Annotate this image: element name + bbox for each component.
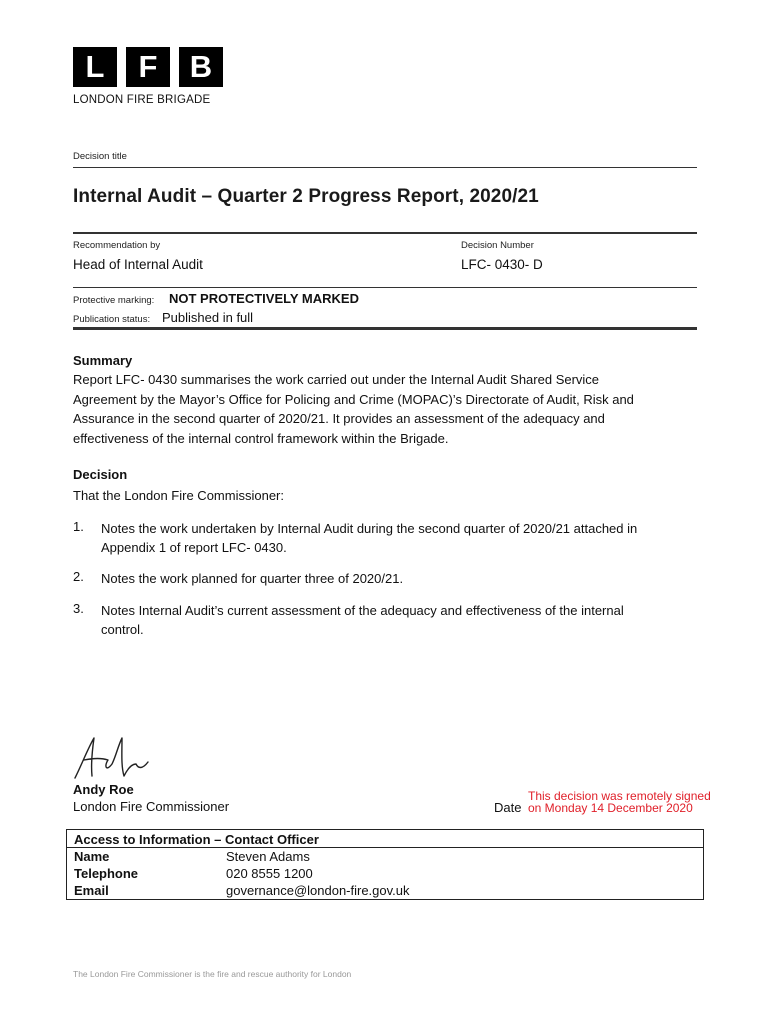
decision-number-value: LFC- 0430- D (461, 257, 543, 272)
decision-item-line: Notes the work planned for quarter three of 2020/21. (101, 571, 404, 586)
decision-item-number: 3. (73, 601, 84, 616)
decision-item-number: 2. (73, 569, 84, 584)
remote-signed-note: This decision was remotely signed (528, 789, 711, 803)
logo-letter-l: L (73, 47, 117, 87)
signatory-role: London Fire Commissioner (73, 799, 230, 814)
decision-intro: That the London Fire Commissioner: (73, 488, 284, 503)
protective-marking-value: NOT PROTECTIVELY MARKED (169, 291, 359, 306)
summary-line: Agreement by the Mayor’s Office for Policing and Crime (MOPAC)’s Directorate of Audit, Risk and (73, 391, 634, 407)
page-title: Internal Audit – Quarter 2 Progress Report, 2020/21 (73, 186, 539, 207)
divider (73, 327, 697, 330)
summary-text (73, 370, 634, 448)
contact-email-value[interactable]: governance@london-fire.gov.uk (226, 883, 410, 898)
divider (73, 167, 697, 168)
recommendation-label: Recommendation by (73, 240, 161, 251)
contact-name-label: Name (74, 849, 110, 864)
decision-item-line: Notes Internal Audit’s current assessment of the adequacy and effectiveness of the internal (101, 603, 624, 618)
recommendation-value: Head of Internal Audit (73, 257, 203, 272)
logo-subtitle: LONDON FIRE BRIGADE (73, 94, 211, 106)
contact-heading: Access to Information – Contact Officer (74, 832, 319, 847)
decision-item-text (101, 601, 691, 639)
contact-name-value: Steven Adams (226, 849, 310, 864)
decision-item-line: control. (101, 622, 144, 637)
signature-image (72, 734, 152, 782)
summary-line: Assurance in the second quarter of 2020/21. It provides an assessment of the adequacy and (73, 411, 605, 426)
signatory-name: Andy Roe (73, 782, 134, 797)
summary-line: effectiveness of the internal control framework within the Brigade. (73, 430, 449, 446)
decision-heading: Decision (73, 467, 128, 482)
decision-item-line: Notes the work undertaken by Internal Audit during the second quarter of 2020/21 attached in (101, 521, 638, 536)
logo-letter-f: F (126, 47, 170, 87)
summary-heading: Summary (73, 353, 133, 368)
remote-signed-date: on Monday 14 December 2020 (528, 801, 693, 815)
decision-item-text (101, 569, 691, 588)
decision-item-number: 1. (73, 519, 84, 534)
decision-title-label: Decision title (73, 151, 127, 162)
publication-status-label: Publication status: (73, 314, 151, 325)
footer-text: The London Fire Commissioner is the fire and rescue authority for London (73, 969, 352, 979)
divider (67, 847, 703, 848)
contact-telephone-value: 020 8555 1200 (226, 866, 313, 881)
logo-letter-b: B (179, 47, 223, 87)
decision-item-line: Appendix 1 of report LFC- 0430. (101, 540, 287, 555)
publication-status-value: Published in full (162, 310, 254, 325)
contact-telephone-label: Telephone (74, 866, 139, 881)
divider (73, 287, 697, 288)
decision-number-label: Decision Number (461, 240, 534, 251)
contact-email-label: Email (74, 883, 109, 898)
date-label: Date (494, 800, 522, 815)
contact-officer-box (66, 829, 704, 900)
protective-marking-label: Protective marking: (73, 295, 155, 306)
summary-line: Report LFC- 0430 summarises the work carried out under the Internal Audit Shared Service (73, 372, 600, 387)
decision-item-text (101, 519, 691, 557)
divider (73, 232, 697, 234)
